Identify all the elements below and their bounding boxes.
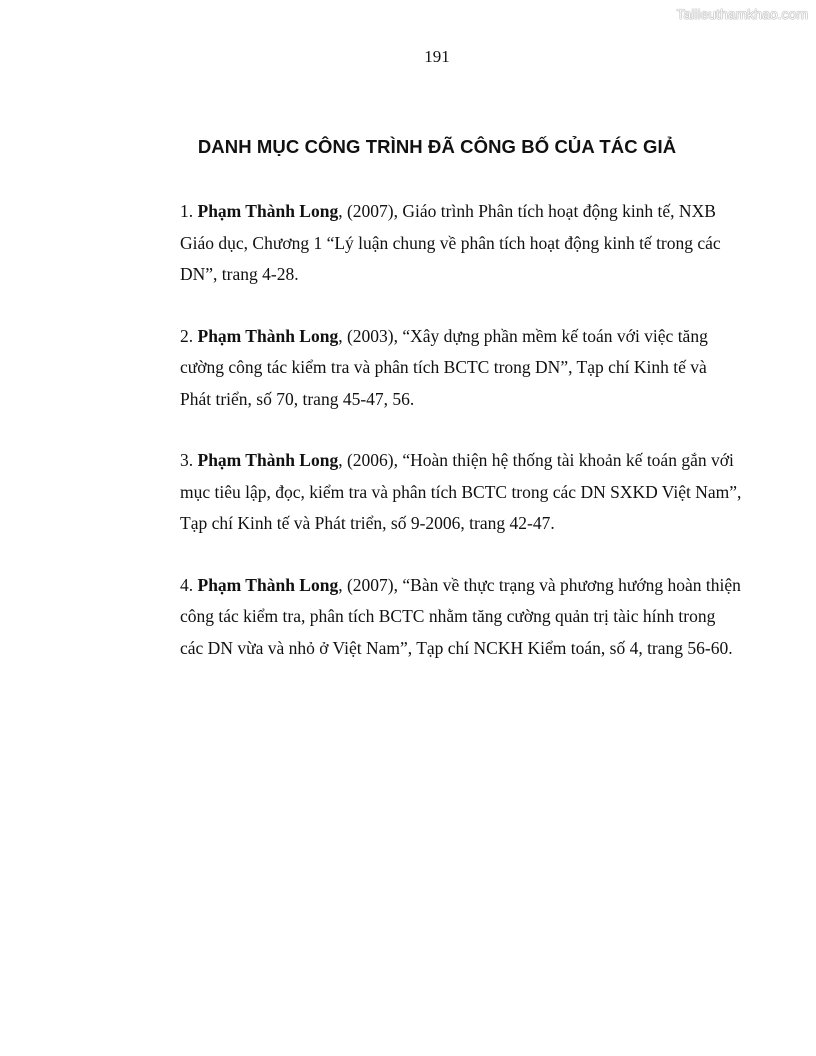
entry-author: Phạm Thành Long <box>197 574 339 595</box>
publication-list <box>180 196 742 694</box>
publication-entry-4 <box>180 570 742 665</box>
entry-text: , (2007), “Bàn về thực trạng và phương hướng hoàn thiện công tác kiểm tra, phân tích BCTC nhằm tăng cường quản trị tàic hính trong các DN vừa và nhỏ ở Việt Nam”, Tạp chí NCKH Kiểm toán, số 4, trang 56-60. <box>180 574 741 658</box>
entry-number: 4. <box>180 574 198 595</box>
entry-author: Phạm Thành Long <box>197 450 339 470</box>
entry-number: 1. <box>180 201 198 221</box>
entry-text: , (2003), “Xây dựng phần mềm kế toán với việc tăng cường công tác kiểm tra và phân tích BCTC trong DN”, Tạp chí Kinh tế và Phát triển, số 70, trang 45-47, 56. <box>180 325 708 409</box>
entry-text: , (2007), Giáo trình Phân tích hoạt động kinh tế, NXB Giáo dục, Chương 1 “Lý luận chung về phân tích hoạt động kinh tế trong các DN”, trang 4-28. <box>180 201 721 284</box>
page-number: 191 <box>424 47 450 66</box>
watermark: Tailieuthamkhao.com <box>676 6 808 22</box>
publication-entry-3 <box>180 445 742 540</box>
entry-author: Phạm Thành Long <box>197 201 339 221</box>
entry-text: , (2006), “Hoàn thiện hệ thống tài khoản kế toán gắn với mục tiêu lập, đọc, kiểm tra và phân tích BCTC trong các DN SXKD Việt Nam”, Tạp chí Kinh tế và Phát triển, số 9-2006, trang 42-47. <box>180 450 742 533</box>
entry-author: Phạm Thành Long <box>197 325 339 346</box>
page-title: DANH MỤC CÔNG TRÌNH ĐÃ CÔNG BỐ CỦA TÁC GIẢ <box>197 136 677 157</box>
publication-entry-1 <box>180 196 742 291</box>
entry-number: 2. <box>180 325 198 346</box>
entry-number: 3. <box>180 450 198 470</box>
publication-entry-2 <box>180 321 742 416</box>
